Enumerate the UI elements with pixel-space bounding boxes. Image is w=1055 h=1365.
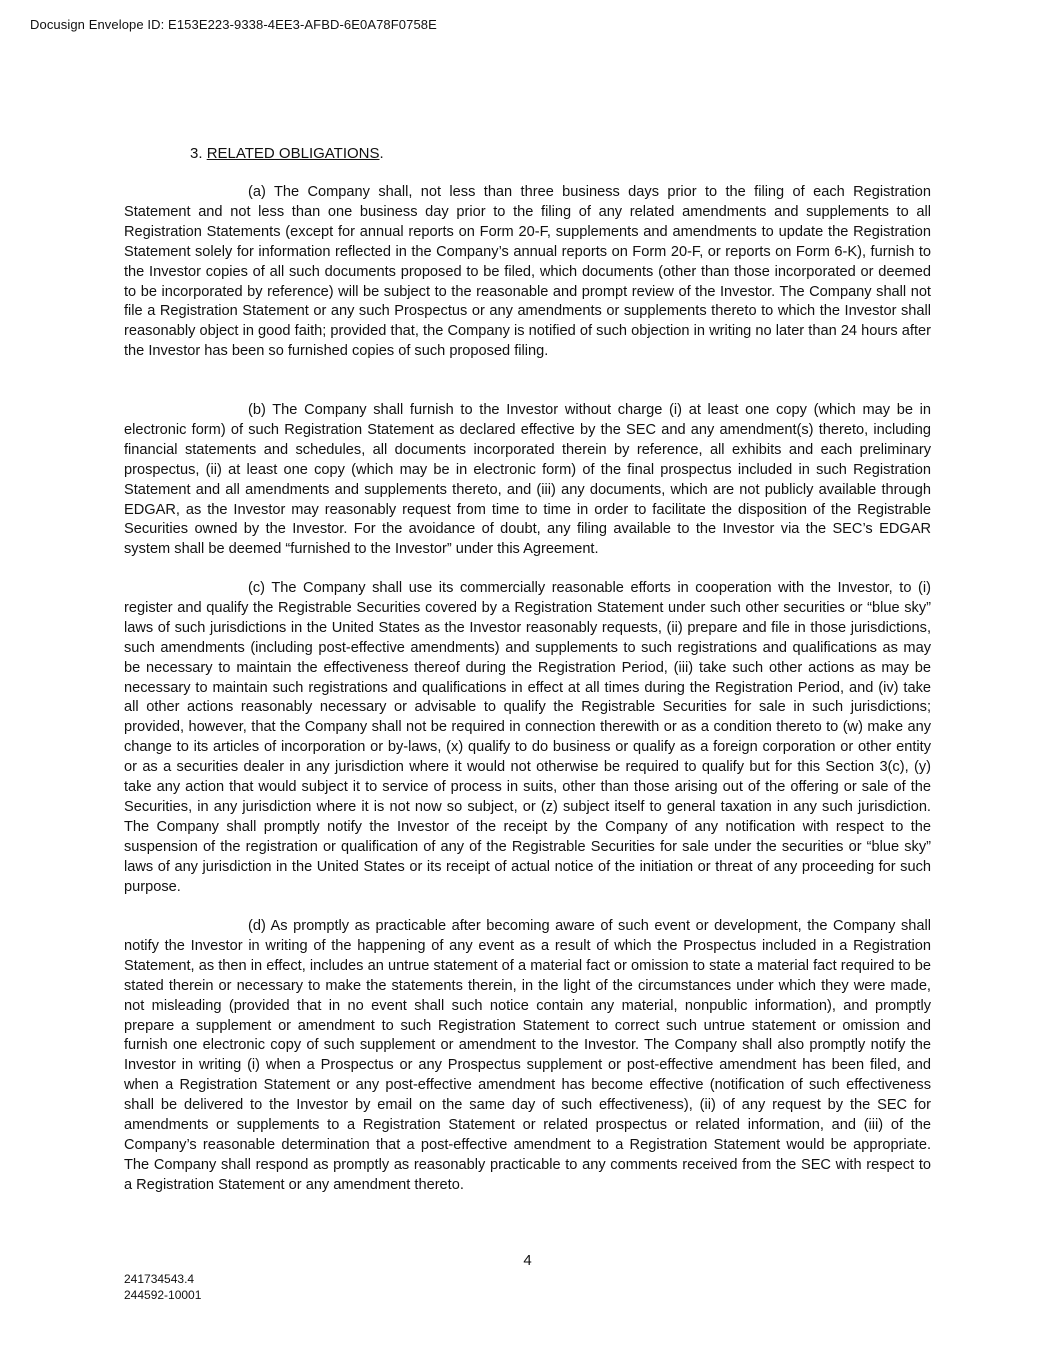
- docusign-envelope-id: Docusign Envelope ID: E153E223-9338-4EE3-AFBD-6E0A78F0758E: [30, 17, 437, 32]
- paragraph-d-text: (d) As promptly as practicable after becoming aware of such event or development, the Company shall notify the Investor in writing of the happening of any event as a result of which the Prospectus included in a Registration Statement, as then in effect, includes an untrue statement of a material fact or omission to state a material fact required to be stated therein or necessary to make the statements therein, in the light of the circumstances under which they were made, not misleading (provided that in no event shall such notice contain any material, nonpublic information), and promptly prepare a supplement or amendment to such Registration Statement to correct such untrue statement or omission and furnish one electronic copy of such supplement or amendment to the Investor. The Company shall also promptly notify the Investor in writing (i) when a Prospectus or any Prospectus supplement or post-effective amendment has been filed, and when a Registration Statement or any post-effective amendment has become effective (notification of such effectiveness shall be delivered to the Investor by email on the same day of such effectiveness), (ii) of any request by the SEC for amendments or supplements to a Registration Statement or related prospectus or related information, and (iii) of the Company’s reasonable determination that a post-effective amendment to a Registration Statement would be appropriate. The Company shall respond as promptly as reasonably practicable to any comments received from the SEC with respect to a Registration Statement or any amendment thereto.: [124, 918, 931, 1193]
- paragraph-c-text: (c) The Company shall use its commercially reasonable efforts in cooperation with the Investor, to (i) register and qualify the Registrable Securities covered by a Registration Statement under such other securities or “blue sky” laws of such jurisdictions in the United States as the Investor reasonably requests, (ii) prepare and file in those jurisdictions, such amendments (including post-effective amendments) and supplements to such registrations and qualifications as may be necessary to maintain the effectiveness thereof during the Registration Period, (iii) take such other actions as may be necessary to maintain such registrations and qualifications in effect at all times during the Registration Period, and (iv) take all other actions reasonably necessary or advisable to qualify the Registrable Securities for sale in such jurisdictions; provided, however, that the Company shall not be required in connection therewith or as a condition thereto to (w) make any change to its articles of incorporation or by-laws, (x) qualify to do business or qualify as a foreign corporation or other entity or as a securities dealer in any jurisdiction where it would not otherwise be required to qualify but for this Section 3(c), (y) take any action that would subject it to service of process in suits, other than those arising out of the offering or sale of the Securities, in any jurisdiction where it is not now so subject, or (z) subject itself to general taxation in any such jurisdiction. The Company shall promptly notify the Investor of the receipt by the Company of any notification with respect to the suspension of the registration or qualification of any of the Registrable Securities for sale under the securities or “blue sky” laws of any jurisdiction in the United States or its receipt of actual notice of the initiation or threat of any proceeding for such purpose.: [124, 580, 931, 895]
- document-id-primary: 241734543.4: [124, 1272, 195, 1286]
- paragraph-d: [124, 917, 931, 1196]
- paragraph-a-text: (a) The Company shall, not less than three business days prior to the filing of each Registration Statement and not less than one business day prior to the filing of any related amendments and supplements to all Registration Statements (except for annual reports on Form 20-F, supplements and amendments to update the Registration Statement solely for information reflected in the Company’s annual reports on Form 20-F, or reports on Form 6-K), furnish to the Investor copies of all such documents proposed to be filed, which documents (other than those incorporated or deemed to be incorporated by reference) will be subject to the reasonable and prompt review of the Investor. The Company shall not file a Registration Statement or any such Prospectus or any amendments or supplements thereto to which the Investor shall reasonably object in good faith; provided that, the Company is notified of such objection in writing no later than 24 hours after the Investor has been so furnished copies of such proposed filing.: [124, 184, 931, 360]
- section-heading: [190, 145, 384, 162]
- paragraph-c: [124, 579, 931, 898]
- paragraph-b: [124, 401, 931, 560]
- paragraph-b-text: (b) The Company shall furnish to the Investor without charge (i) at least one copy (which may be in electronic form) of such Registration Statement as declared effective by the SEC and any amendment(s) thereto, including financial statements and schedules, all documents incorporated therein by reference, all exhibits and each preliminary prospectus, (ii) at least one copy (which may be in electronic form) of the final prospectus included in such Registration Statement and all amendments and supplements thereto, and (iii) any documents, which are not publicly available through EDGAR, as the Investor may reasonably request from time to time in order to facilitate the disposition of the Registrable Securities owned by the Investor. For the avoidance of doubt, any filing available to the Investor via the SEC’s EDGAR system shall be deemed “furnished to the Investor” under this Agreement.: [124, 402, 931, 558]
- page-number: 4: [523, 1252, 532, 1269]
- paragraph-a: [124, 183, 931, 362]
- section-title: RELATED OBLIGATIONS: [206, 145, 380, 162]
- section-number: 3.: [190, 145, 207, 162]
- document-id-secondary: 244592-10001: [124, 1288, 202, 1302]
- section-title-suffix: .: [379, 145, 384, 162]
